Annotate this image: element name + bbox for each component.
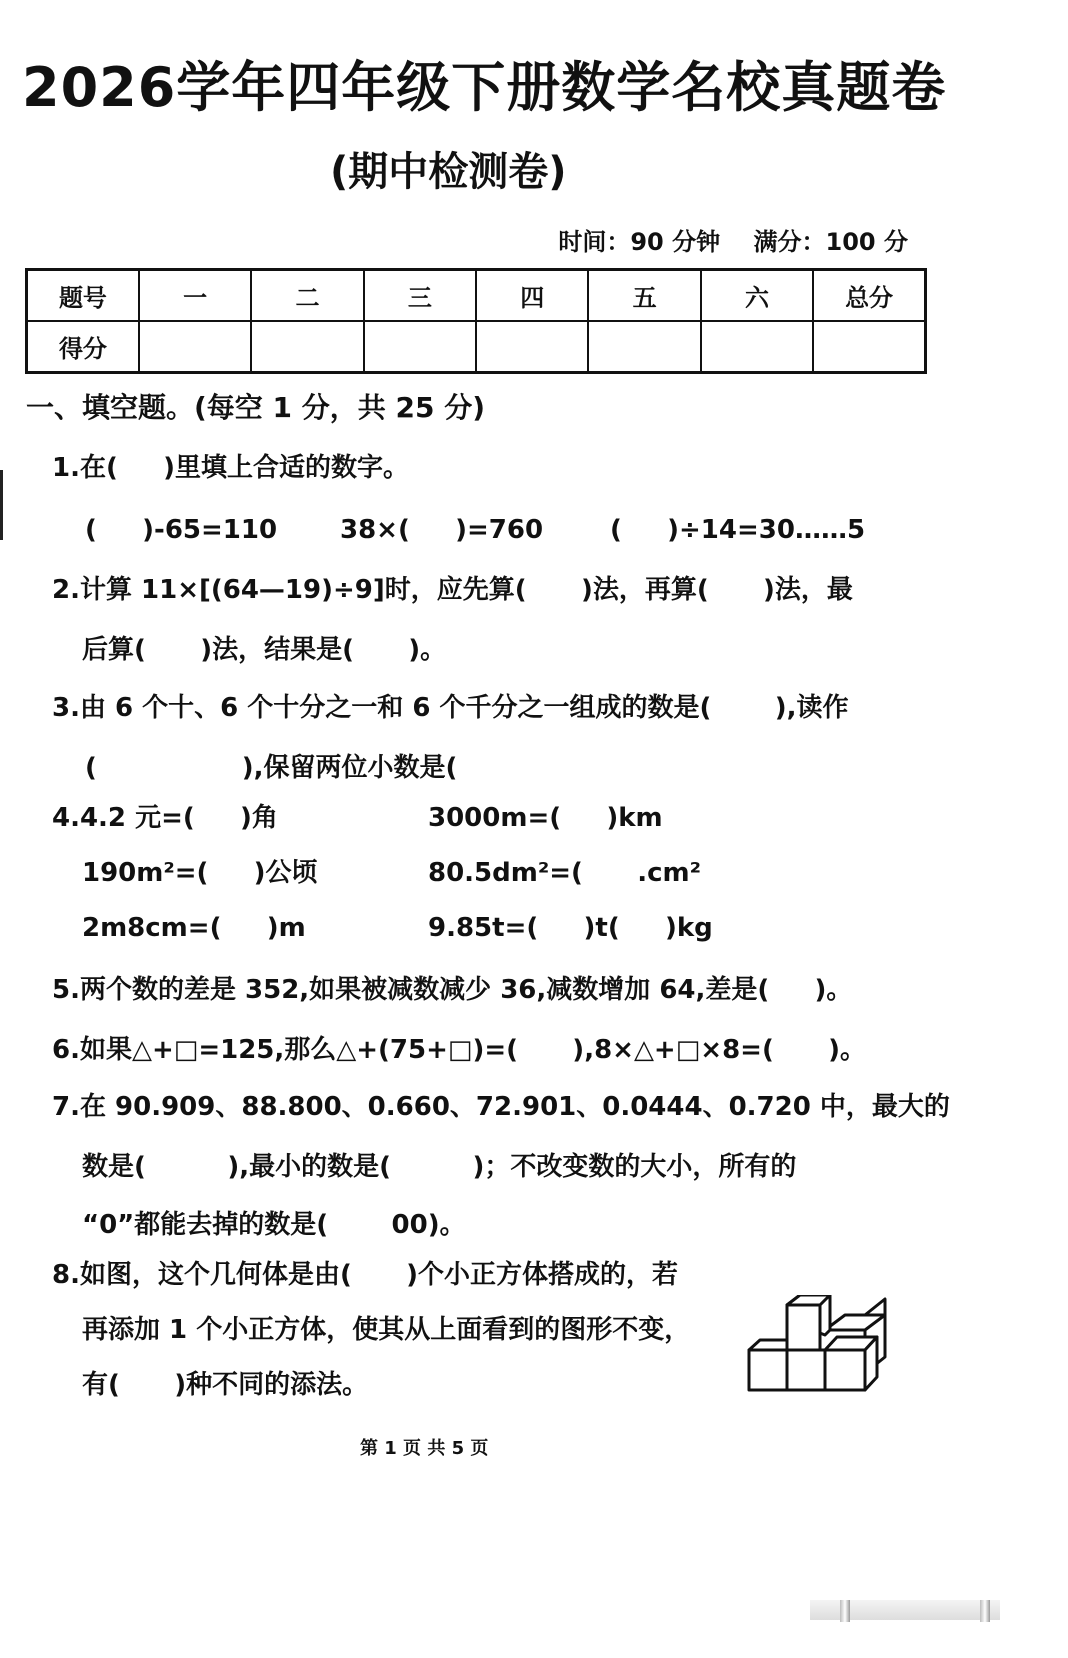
scrollbar-end bbox=[980, 1600, 990, 1622]
table-cell: 四 bbox=[476, 270, 588, 322]
table-row bbox=[27, 270, 926, 322]
question-line: 3000m=( )km bbox=[428, 803, 663, 833]
question-line: ( )-65=110 bbox=[85, 515, 278, 545]
question-line: 2.计算 11×[(64—19)÷9]时，应先算( )法，再算( )法，最 bbox=[52, 575, 853, 605]
question-line: 4.4.2 元=( )角 bbox=[52, 803, 278, 833]
question-line: 38×( )=760 bbox=[340, 515, 544, 545]
question-line: 有( )种不同的添法。 bbox=[82, 1370, 369, 1400]
question-line: 3.由 6 个十、6 个十分之一和 6 个千分之一组成的数是( ),读作 bbox=[52, 693, 849, 723]
table-cell: 题号 bbox=[27, 270, 139, 322]
question-line: 80.5dm²=( .cm² bbox=[428, 858, 701, 888]
score-cell bbox=[364, 321, 476, 373]
question-line: 9.85t=( )t( )kg bbox=[428, 913, 713, 943]
question-line: 1.在( )里填上合适的数字。 bbox=[52, 453, 409, 483]
cube-figure bbox=[745, 1295, 890, 1395]
table-cell: 二 bbox=[251, 270, 363, 322]
table-cell: 得分 bbox=[27, 321, 139, 373]
question-line: “0”都能去掉的数是( 00)。 bbox=[82, 1210, 466, 1240]
table-cell: 五 bbox=[588, 270, 700, 322]
section-heading: 一、填空题。(每空 1 分，共 25 分) bbox=[26, 391, 486, 424]
score-cell bbox=[701, 321, 813, 373]
exam-meta: 时间：90 分钟 满分：100 分 bbox=[558, 228, 908, 256]
question-line: 8.如图，这个几何体是由( )个小正方体搭成的，若 bbox=[52, 1260, 679, 1290]
table-cell: 六 bbox=[701, 270, 813, 322]
question-line: ( ),保留两位小数是( bbox=[85, 753, 458, 783]
scan-edge-mark bbox=[0, 470, 3, 540]
table-cell: 一 bbox=[139, 270, 251, 322]
page-subtitle: (期中检测卷) bbox=[330, 149, 567, 195]
scrollbar[interactable] bbox=[810, 1600, 1000, 1620]
table-cell: 总分 bbox=[813, 270, 925, 322]
score-cell bbox=[476, 321, 588, 373]
question-line: 数是( ),最小的数是( )；不改变数的大小，所有的 bbox=[82, 1152, 797, 1182]
table-cell: 三 bbox=[364, 270, 476, 322]
question-line: 2m8cm=( )m bbox=[82, 913, 306, 943]
question-line: 5.两个数的差是 352,如果被减数减少 36,减数增加 64,差是( )。 bbox=[52, 975, 853, 1005]
score-cell bbox=[813, 321, 925, 373]
scrollbar-handle[interactable] bbox=[840, 1600, 850, 1622]
page-title: 2026学年四年级下册数学名校真题卷 bbox=[22, 56, 947, 119]
score-cell bbox=[588, 321, 700, 373]
score-cell bbox=[139, 321, 251, 373]
score-cell bbox=[251, 321, 363, 373]
score-table bbox=[25, 268, 927, 374]
question-line: 后算( )法，结果是( )。 bbox=[82, 635, 447, 665]
page-footer: 第 1 页 共 5 页 bbox=[360, 1438, 489, 1459]
question-line: 6.如果△+□=125,那么△+(75+□)=( ),8×△+□×8=( )。 bbox=[52, 1035, 867, 1065]
question-line: 7.在 90.909、88.800、0.660、72.901、0.0444、0.720 中，最大的 bbox=[52, 1092, 950, 1122]
question-line: ( )÷14=30……5 bbox=[610, 515, 866, 545]
question-line: 190m²=( )公顷 bbox=[82, 858, 318, 888]
table-row bbox=[27, 321, 926, 373]
question-line: 再添加 1 个小正方体，使其从上面看到的图形不变， bbox=[82, 1315, 691, 1345]
